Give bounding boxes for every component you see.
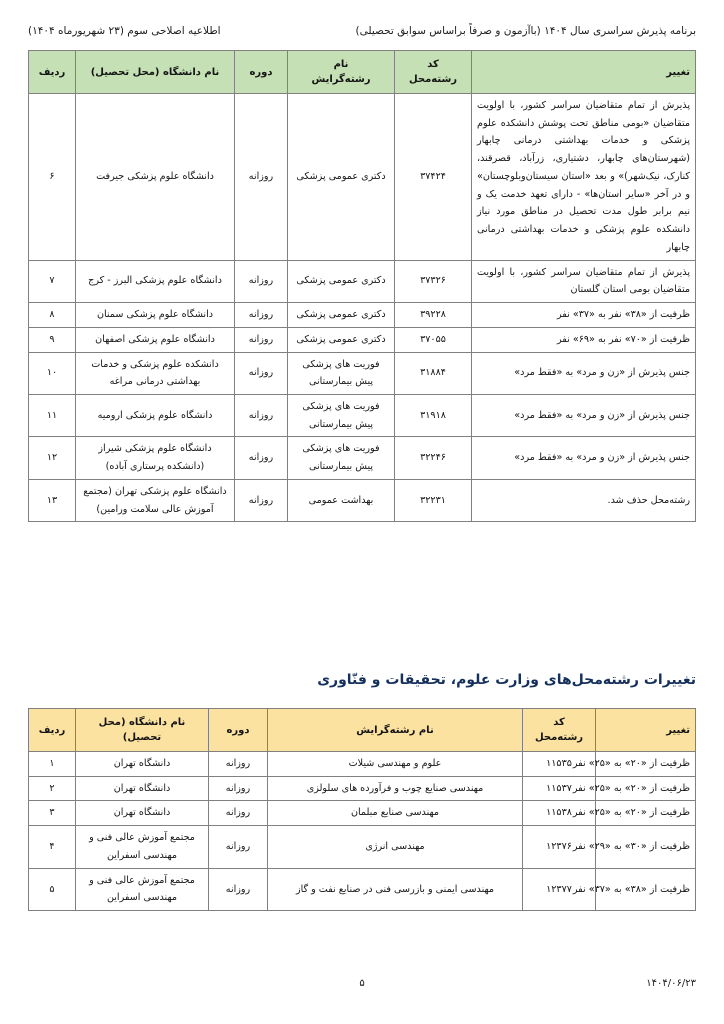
section-title-science-ministry: تغییرات رشته‌محل‌های وزارت علوم، تحقیقات و فنّاوری <box>317 672 696 688</box>
cell-university: دانشگاه علوم پزشکی البرز - کرج <box>76 260 235 302</box>
cell-row-number: ۱۳ <box>29 479 76 521</box>
cell-code: ۱۱۵۳۸ <box>523 801 596 826</box>
cell-period: روزانه <box>235 327 288 352</box>
cell-university: دانشگاه تهران <box>76 801 209 826</box>
column-header-field-line1: نام <box>333 59 349 70</box>
document-header <box>28 20 696 42</box>
cell-field: فوریت های پزشکی پیش بیمارستانی <box>288 352 395 394</box>
cell-period: روزانه <box>209 826 268 868</box>
table-row <box>29 303 696 328</box>
table-row <box>29 752 696 777</box>
cell-university: دانشگاه علوم پزشکی تهران (مجتمع آموزش عالی سلامت ورامین) <box>76 479 235 521</box>
header-program-title: برنامه پذیرش سراسری سال ۱۴۰۴ (باآزمون و صرفاً براساس سوابق تحصیلی) <box>355 25 696 37</box>
cell-university: دانشگاه علوم پزشکی شیراز (دانشکده پرستاری آباده) <box>76 437 235 479</box>
cell-change: ظرفیت از «۳۸» به «۳۷» نفر <box>596 868 696 910</box>
science-table-body <box>29 752 696 911</box>
cell-change: ظرفیت از «۳۰» به «۲۹» نفر <box>596 826 696 868</box>
table-header-row <box>29 51 696 94</box>
cell-code: ۳۷۰۵۵ <box>395 327 472 352</box>
column-header-university: نام دانشگاه (محل تحصیل) <box>76 709 209 752</box>
cell-row-number: ۵ <box>29 868 76 910</box>
table-row <box>29 826 696 868</box>
cell-row-number: ۲ <box>29 776 76 801</box>
cell-university: دانشگاه تهران <box>76 752 209 777</box>
cell-row-number: ۷ <box>29 260 76 302</box>
table-row <box>29 395 696 437</box>
cell-change-deleted: رشته‌محل حذف شد. <box>472 479 696 521</box>
cell-field: مهندسی صنایع چوب و فرآورده های سلولزی <box>268 776 523 801</box>
cell-row-number: ۱ <box>29 752 76 777</box>
cell-row-number: ۶ <box>29 94 76 261</box>
cell-change: پذیرش از تمام متقاضیان سراسر کشور، با اولویت متقاضیان «بومی مناطق تحت پوشش دانشکده علوم پزشکی و خدمات بهداشتی درمانی چابهار (شهرستان‌های چابهار، دشتیاری، زرآباد، قصرقند، کنارک، نیک‌شهر)» و بعد «استان سیستان‌وبلوچستان» و در آخر «سایر استان‌ها» - دارای تعهد خدمت یک و نیم برابر طول مدت تحصیل در مناطق مورد نیاز دانشکده علوم پزشکی و خدمات بهداشتی درمانی چابهار <box>472 94 696 261</box>
cell-period: روزانه <box>209 752 268 777</box>
cell-period: روزانه <box>209 868 268 910</box>
column-header-code-line2: رشته‌محل <box>408 74 458 85</box>
table-row <box>29 479 696 521</box>
table-row <box>29 801 696 826</box>
medical-changes-table <box>28 50 696 522</box>
cell-row-number: ۴ <box>29 826 76 868</box>
cell-change: ظرفیت از «۷۰» نفر به «۶۹» نفر <box>472 327 696 352</box>
cell-university: مجتمع آموزش عالی فنی و مهندسی اسفراین <box>76 868 209 910</box>
footer-date: ۱۴۰۴/۰۶/۲۳ <box>646 978 696 989</box>
table-row <box>29 776 696 801</box>
cell-change: ظرفیت از «۳۸» نفر به «۳۷» نفر <box>472 303 696 328</box>
cell-code: ۱۱۵۳۵ <box>523 752 596 777</box>
cell-university: دانشگاه علوم پزشکی اصفهان <box>76 327 235 352</box>
cell-row-number: ۱۱ <box>29 395 76 437</box>
science-table-header <box>29 709 696 752</box>
cell-row-number: ۸ <box>29 303 76 328</box>
cell-period: روزانه <box>209 776 268 801</box>
table-row <box>29 94 696 261</box>
column-header-change: تغییر <box>472 51 696 94</box>
cell-period: روزانه <box>235 303 288 328</box>
cell-period: روزانه <box>235 352 288 394</box>
cell-field: فوریت های پزشکی پیش بیمارستانی <box>288 395 395 437</box>
cell-university: مجتمع آموزش عالی فنی و مهندسی اسفراین <box>76 826 209 868</box>
column-header-university: نام دانشگاه (محل تحصیل) <box>76 51 235 94</box>
cell-field: مهندسی ایمنی و بازرسی فنی در صنایع نفت و گاز <box>268 868 523 910</box>
cell-university: دانشگاه علوم پزشکی ارومیه <box>76 395 235 437</box>
cell-field: مهندسی صنایع مبلمان <box>268 801 523 826</box>
header-announcement-label: اطلاعیه اصلاحی سوم (۲۳ شهریورماه ۱۴۰۴) <box>28 25 221 37</box>
cell-period: روزانه <box>235 260 288 302</box>
cell-field: مهندسی انرژی <box>268 826 523 868</box>
column-header-code <box>523 709 596 752</box>
footer-page-number: ۵ <box>359 978 365 989</box>
cell-code: ۱۱۵۳۷ <box>523 776 596 801</box>
cell-field: بهداشت عمومی <box>288 479 395 521</box>
science-ministry-changes-table <box>28 708 696 911</box>
cell-university: دانشکده علوم پزشکی و خدمات بهداشتی درمانی مراغه <box>76 352 235 394</box>
table-row <box>29 352 696 394</box>
cell-university: دانشگاه علوم پزشکی سمنان <box>76 303 235 328</box>
column-header-row-number: ردیف <box>29 709 76 752</box>
table-row <box>29 260 696 302</box>
column-header-period: دوره <box>235 51 288 94</box>
cell-period: روزانه <box>235 94 288 261</box>
cell-row-number: ۹ <box>29 327 76 352</box>
cell-row-number: ۳ <box>29 801 76 826</box>
cell-change: ظرفیت از «۲۰» به «۲۵» نفر <box>596 776 696 801</box>
document-footer <box>28 978 696 996</box>
cell-code: ۳۹۲۲۸ <box>395 303 472 328</box>
cell-period: روزانه <box>209 801 268 826</box>
cell-change: پذیرش از تمام متقاضیان سراسر کشور، با اولویت متقاضیان بومی استان گلستان <box>472 260 696 302</box>
table-header-row <box>29 709 696 752</box>
cell-university: دانشگاه علوم پزشکی جیرفت <box>76 94 235 261</box>
cell-field: دکتری عمومی پزشکی <box>288 260 395 302</box>
cell-code: ۱۲۳۷۷ <box>523 868 596 910</box>
cell-field: فوریت های پزشکی پیش بیمارستانی <box>288 437 395 479</box>
cell-code: ۳۱۹۱۸ <box>395 395 472 437</box>
table-row <box>29 437 696 479</box>
cell-period: روزانه <box>235 437 288 479</box>
cell-field: دکتری عمومی پزشکی <box>288 327 395 352</box>
medical-table-header <box>29 51 696 94</box>
cell-code: ۱۲۳۷۶ <box>523 826 596 868</box>
column-header-field-line2: رشته‌گرایش <box>311 74 371 85</box>
column-header-change: تغییر <box>596 709 696 752</box>
table-row <box>29 868 696 910</box>
cell-field: دکتری عمومی پزشکی <box>288 303 395 328</box>
cell-university: دانشگاه تهران <box>76 776 209 801</box>
cell-change: ظرفیت از «۲۰» به «۲۵» نفر <box>596 801 696 826</box>
cell-code: ۳۷۳۲۶ <box>395 260 472 302</box>
table-row <box>29 327 696 352</box>
cell-period: روزانه <box>235 395 288 437</box>
cell-change: جنس پذیرش از «زن و مرد» به «فقط مرد» <box>472 395 696 437</box>
cell-period: روزانه <box>235 479 288 521</box>
medical-table-body <box>29 94 696 522</box>
cell-code: ۳۲۲۳۱ <box>395 479 472 521</box>
column-header-field <box>288 51 395 94</box>
column-header-row-number: ردیف <box>29 51 76 94</box>
column-header-code <box>395 51 472 94</box>
cell-change: ظرفیت از «۲۰» به «۲۵» نفر <box>596 752 696 777</box>
column-header-period: دوره <box>209 709 268 752</box>
cell-change: جنس پذیرش از «زن و مرد» به «فقط مرد» <box>472 352 696 394</box>
column-header-code-line1: کد <box>553 717 565 728</box>
column-header-field: نام رشته‌گرایش <box>268 709 523 752</box>
cell-row-number: ۱۰ <box>29 352 76 394</box>
cell-change: جنس پذیرش از «زن و مرد» به «فقط مرد» <box>472 437 696 479</box>
cell-code: ۳۱۸۸۴ <box>395 352 472 394</box>
cell-row-number: ۱۲ <box>29 437 76 479</box>
cell-field: علوم و مهندسی شیلات <box>268 752 523 777</box>
cell-field: دکتری عمومی پزشکی <box>288 94 395 261</box>
cell-code: ۳۷۴۲۴ <box>395 94 472 261</box>
cell-code: ۳۲۲۴۶ <box>395 437 472 479</box>
column-header-code-line1: کد <box>427 59 439 70</box>
column-header-code-line2: رشته‌محل <box>534 732 584 743</box>
